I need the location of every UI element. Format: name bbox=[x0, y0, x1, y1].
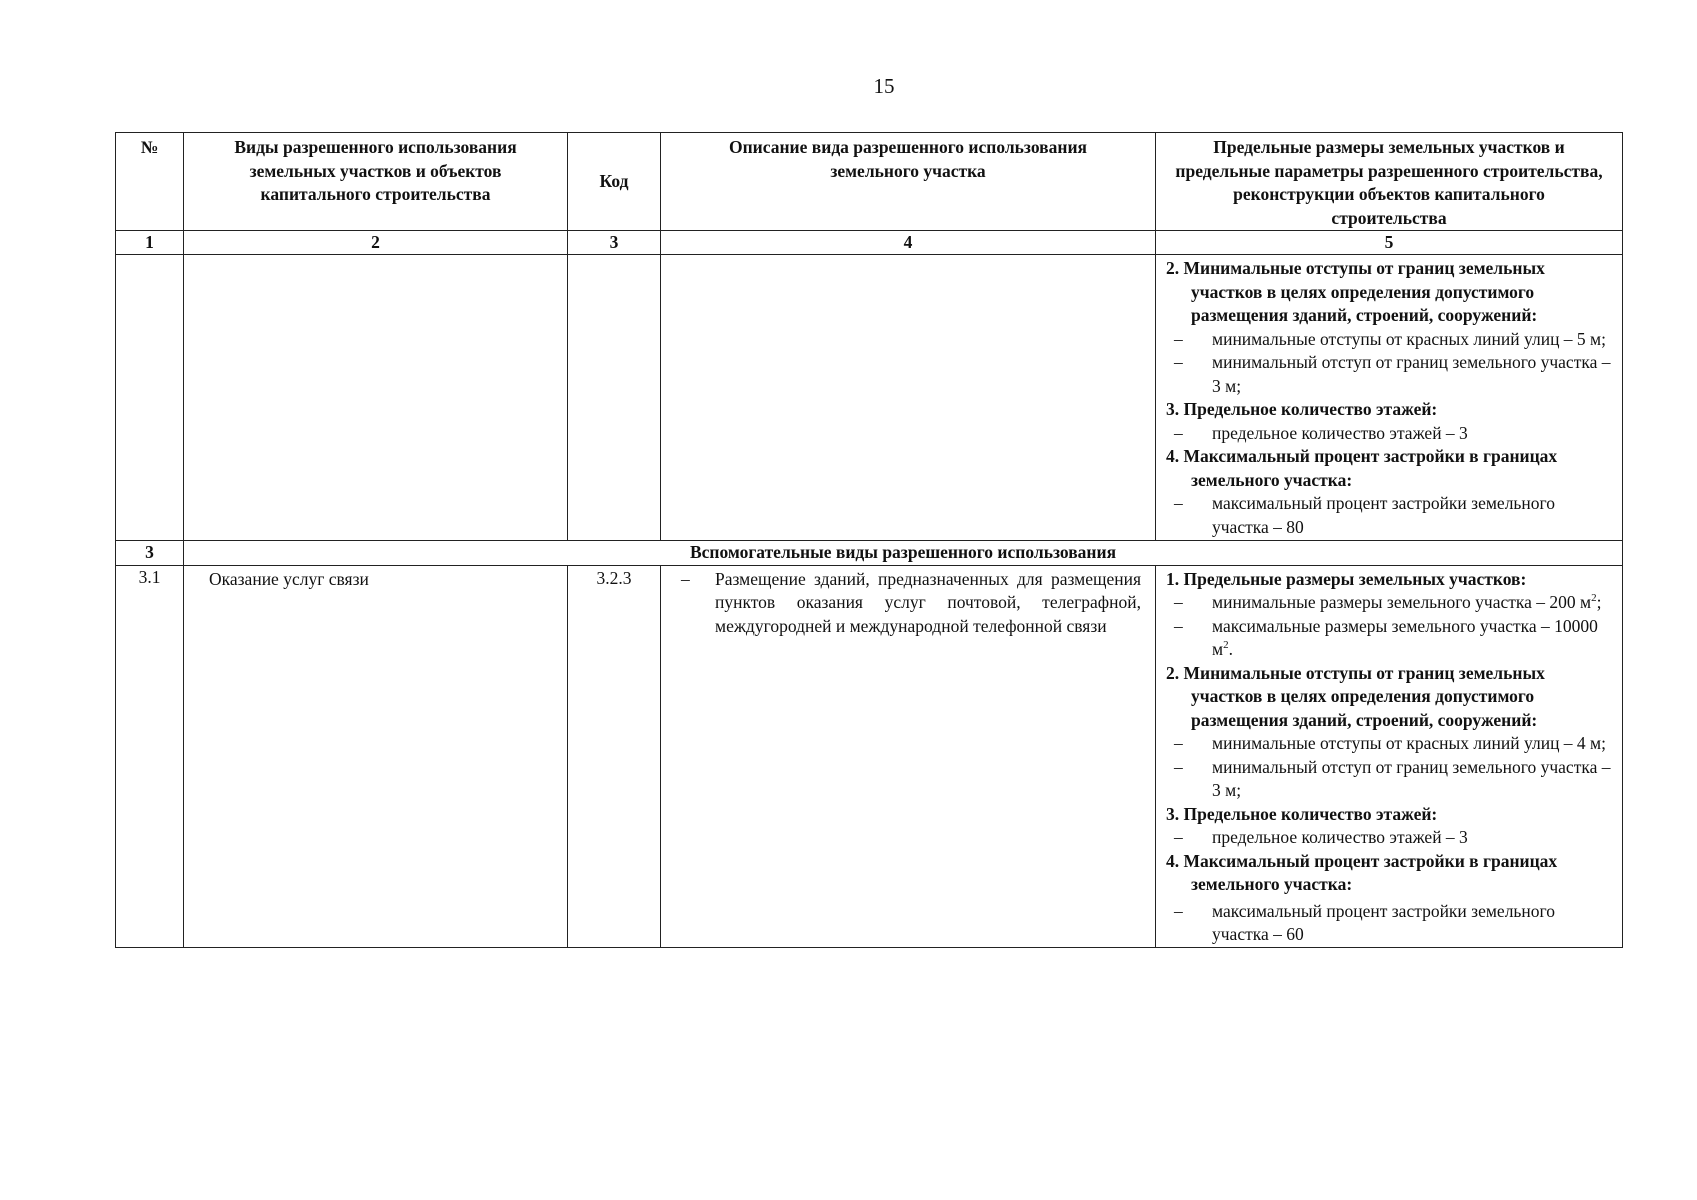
dash-marker: – bbox=[1174, 827, 1183, 847]
param-header: 2. Минимальные отступы от границ земельных участков в целях определения допустимого размещения зданий, строений, сооружений: bbox=[1166, 662, 1545, 730]
superscript: 2 bbox=[1591, 592, 1597, 605]
header-limits: Предельные размеры земельных участков и предельные параметры разрешенного строительства, реконструкции объектов капитального строительства bbox=[1156, 133, 1623, 231]
param-item-end: ; bbox=[1596, 592, 1602, 612]
dash-marker: – bbox=[681, 568, 690, 589]
param-item-text: минимальные отступы от красных линий улиц – 4 м; bbox=[1212, 733, 1606, 753]
dash-marker: – bbox=[1174, 615, 1183, 636]
param-item-text: максимальный процент застройки земельного участка – 60 bbox=[1212, 900, 1556, 944]
column-number: 1 bbox=[116, 231, 184, 255]
empty-cell bbox=[184, 255, 568, 541]
dash-marker: – bbox=[1174, 900, 1183, 921]
param-header: 1. Предельные размеры земельных участков: bbox=[1166, 568, 1527, 589]
param-item bbox=[1166, 732, 1616, 756]
section-number: 3 bbox=[116, 541, 184, 566]
page-number: 15 bbox=[873, 74, 895, 98]
column-number-row bbox=[116, 231, 1623, 255]
param-header: 4. Максимальный процент застройки в границах земельного участка: bbox=[1166, 446, 1558, 490]
use-type-description bbox=[661, 565, 1156, 947]
column-number: 5 bbox=[1156, 231, 1623, 255]
empty-cell bbox=[568, 255, 661, 541]
dash-marker: – bbox=[1174, 733, 1183, 753]
use-type-name: Оказание услуг связи bbox=[184, 565, 568, 947]
empty-cell bbox=[661, 255, 1156, 541]
param-item bbox=[1166, 591, 1616, 615]
param-item bbox=[1166, 756, 1616, 803]
header-types: Виды разрешенного использования земельных участков и объектов капитального строительства bbox=[184, 133, 568, 231]
param-header: 3. Предельное количество этажей: bbox=[1166, 399, 1438, 419]
param-item-text: максимальный процент застройки земельного участка – 80 bbox=[1212, 493, 1556, 537]
description-text: Размещение зданий, предназначенных для размещения пунктов оказания услуг почтовой, телеграфной, междугородней и международной телефонной связи bbox=[715, 568, 1141, 636]
param-item-text: минимальный отступ от границ земельного участка – 3 м; bbox=[1212, 352, 1611, 396]
param-header: 4. Максимальный процент застройки в границах земельного участка: bbox=[1166, 850, 1558, 894]
param-item bbox=[1166, 351, 1616, 398]
param-header: 3. Предельное количество этажей: bbox=[1166, 803, 1438, 824]
dash-marker: – bbox=[1174, 422, 1183, 443]
param-item bbox=[1166, 826, 1616, 850]
table-header-row bbox=[116, 133, 1623, 231]
column-number: 3 bbox=[568, 231, 661, 255]
param-item bbox=[1166, 900, 1616, 947]
column-number: 4 bbox=[661, 231, 1156, 255]
dash-marker: – bbox=[1174, 592, 1183, 612]
description-item bbox=[677, 568, 1141, 639]
param-item bbox=[1166, 492, 1616, 539]
param-item-text: минимальный отступ от границ земельного участка – 3 м; bbox=[1212, 756, 1611, 800]
param-item-text: минимальные размеры земельного участка – 200 м bbox=[1212, 592, 1592, 612]
row-number: 3.1 bbox=[116, 565, 184, 947]
land-use-table bbox=[115, 132, 1623, 948]
param-item-text: максимальные размеры земельного участка – 10000 м bbox=[1212, 615, 1598, 659]
use-type-code: 3.2.3 bbox=[568, 565, 661, 947]
section-title: Вспомогательные виды разрешенного использования bbox=[184, 541, 1623, 566]
param-item-text: минимальные отступы от красных линий улиц – 5 м; bbox=[1212, 328, 1606, 349]
param-header: 2. Минимальные отступы от границ земельных участков в целях определения допустимого размещения зданий, строений, сооружений: bbox=[1166, 258, 1545, 325]
section-row bbox=[116, 541, 1623, 566]
dash-marker: – bbox=[1174, 493, 1183, 513]
header-description: Описание вида разрешенного использования земельного участка bbox=[661, 133, 1156, 231]
dash-marker: – bbox=[1174, 756, 1183, 777]
header-code: Код bbox=[568, 133, 661, 231]
param-item-text: предельное количество этажей – 3 bbox=[1212, 827, 1468, 847]
column-number: 2 bbox=[184, 231, 568, 255]
param-item-text: предельное количество этажей – 3 bbox=[1212, 422, 1468, 443]
param-item bbox=[1166, 615, 1616, 662]
param-item-end: . bbox=[1228, 639, 1233, 659]
table-row bbox=[116, 255, 1623, 541]
limits-cell bbox=[1156, 565, 1623, 947]
dash-marker: – bbox=[1174, 352, 1183, 372]
superscript: 2 bbox=[1223, 639, 1229, 652]
dash-marker: – bbox=[1174, 328, 1183, 349]
table-row bbox=[116, 565, 1623, 947]
limits-cell bbox=[1156, 255, 1623, 541]
param-item bbox=[1166, 422, 1616, 446]
header-num: № bbox=[116, 133, 184, 231]
param-item bbox=[1166, 328, 1616, 352]
empty-cell bbox=[116, 255, 184, 541]
